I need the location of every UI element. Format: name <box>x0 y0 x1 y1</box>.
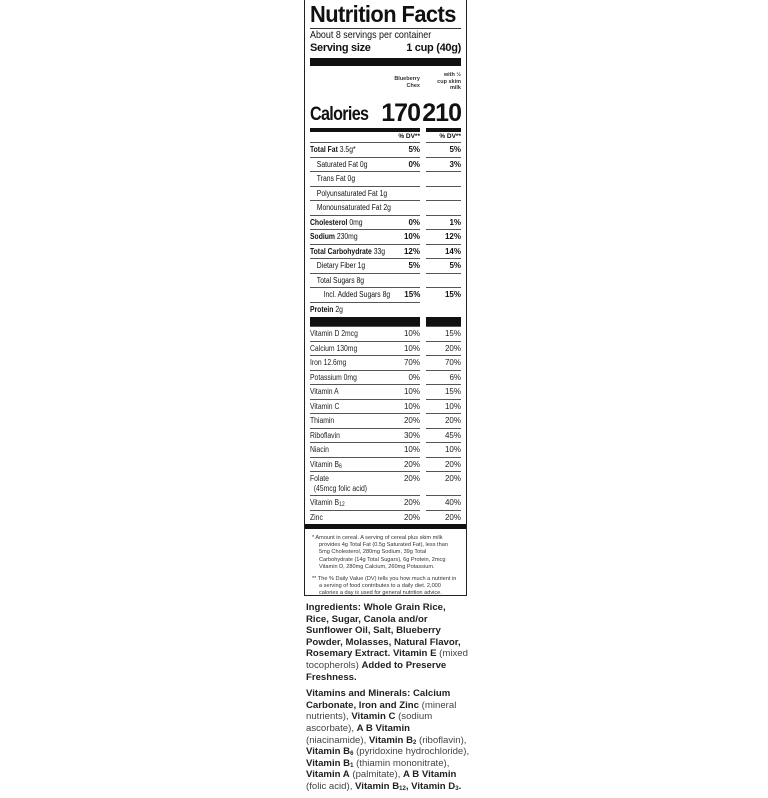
serving-size-label: Serving size <box>310 42 371 54</box>
column-headers <box>310 66 461 100</box>
vitamin-dv-with-milk: 20% <box>444 416 461 425</box>
nutrient-row <box>310 273 461 288</box>
vitamins-minerals-paragraph: Vitamins and Minerals: Calcium Carbonate, Iron and Zinc (mineral nutrients), Vitamin C (sodium ascorbate), A B Vitamin (niacinamide), Vitamin $B_2$ (riboflavin), Vitamin $B_6$ (pyridoxine hydrochloride), Vitamin $B_1$ (thiamin mononitrate), Vitamin A (palmitate), A B Vitamin (folic acid), Vitamin $B_{12}$, Vitamin $D_3$. <box>306 688 470 792</box>
nutrient-dv-with-milk: 15% <box>426 287 461 302</box>
column-header-cereal: Blueberry Chex <box>394 76 420 89</box>
vitamin-dv-with-milk: 15% <box>444 387 461 396</box>
vitamin-row <box>310 457 461 472</box>
footnotes <box>310 529 461 598</box>
vitamin-dv-cereal: 20% <box>403 459 420 469</box>
nutrient-dv-with-milk: 14% <box>426 244 461 259</box>
nutrient-dv-cereal: 0% <box>408 159 420 169</box>
vitamin-dv-cereal: 70% <box>403 358 420 367</box>
column-header-with-milk: with ½ cup skim milk <box>437 72 461 91</box>
nutrient-name: Protein 2g <box>310 304 343 314</box>
divider <box>310 28 461 29</box>
nutrient-row <box>310 258 461 273</box>
vitamin-name: Zinc <box>310 512 323 522</box>
vitamin-row <box>310 370 461 385</box>
servings-per-container: About 8 servings per container <box>310 30 432 41</box>
vitamin-rows <box>310 326 461 524</box>
vitamin-dv-with-milk: 40% <box>444 498 461 507</box>
nutrient-row <box>310 302 461 317</box>
vitamin-name: Thiamin <box>310 416 335 425</box>
nutrient-dv-cereal: 10% <box>403 232 420 241</box>
nutrient-dv-cereal: 12% <box>403 246 420 256</box>
nutrient-name: Monounsaturated Fat 2g <box>316 203 391 212</box>
nutrient-name: Incl. Added Sugars 8g <box>323 290 391 299</box>
nutrition-facts-label <box>304 0 467 596</box>
nutrient-rows <box>310 142 461 316</box>
nutrient-row <box>310 171 461 186</box>
nutrient-name: Total Sugars 8g <box>316 275 365 285</box>
vitamin-name: Vitamin D 2mcg <box>310 329 358 338</box>
vitamin-name: Vitamin A <box>310 387 339 396</box>
ingredients-section <box>306 602 471 798</box>
ingredients-paragraph: Ingredients: Whole Grain Rice, Rice, Sugar, Canola and/or Sunflower Oil, Salt, Blueberry Powder, Molasses, Natural Flavor, Rosemary Extract. Vitamin E (mixed tocopherols) Added to Preserve Freshness. <box>306 602 468 683</box>
vitamin-dv-cereal: 0% <box>408 372 420 382</box>
vitamin-row <box>310 428 461 443</box>
vitamin-dv-with-milk: 20% <box>444 474 461 483</box>
nutrient-dv-with-milk: 3% <box>426 157 461 172</box>
vitamin-name: Folate (45mcg folic acid) <box>310 474 368 493</box>
vitamin-dv-with-milk: 45% <box>444 430 461 440</box>
vitamin-row <box>310 471 461 495</box>
label-title: Nutrition Facts <box>310 1 456 27</box>
calories-label: Calories <box>310 104 369 125</box>
vitamin-dv-cereal: 30% <box>403 430 420 440</box>
vitamin-row <box>310 442 461 457</box>
vitamin-name: Vitamin $B_6$ <box>310 459 342 470</box>
nutrient-name: Total Carbohydrate 33g <box>310 246 386 256</box>
serving-size-value: 1 cup (40g) <box>406 42 461 54</box>
vitamin-row <box>310 384 461 399</box>
nutrient-row <box>310 215 461 230</box>
nutrient-row <box>310 229 461 244</box>
vitamin-name: Vitamin $B_{12}$ <box>310 498 345 508</box>
vitamin-row <box>310 495 461 510</box>
nutrient-name: Dietary Fiber 1g <box>316 261 366 270</box>
vitamin-dv-cereal: 10% <box>403 329 420 338</box>
nutrient-name: Saturated Fat 0g <box>316 159 368 169</box>
nutrient-dv-cereal: 15% <box>404 290 421 299</box>
nutrient-dv-cereal: 5% <box>408 145 420 154</box>
vitamin-row <box>310 355 461 370</box>
nutrient-dv-with-milk <box>426 273 461 288</box>
vitamin-name: Iron 12.6mg <box>310 358 347 367</box>
dv-header <box>310 132 461 142</box>
dv-header-with-milk: % DV** <box>439 133 461 140</box>
vitamin-dv-cereal: 20% <box>403 498 420 507</box>
vitamin-divider <box>310 317 461 326</box>
vitamin-dv-with-milk: 70% <box>444 358 461 367</box>
vitamin-dv-with-milk: 20% <box>444 512 461 522</box>
vitamin-dv-with-milk: 10% <box>444 401 461 411</box>
vitamin-dv-cereal: 20% <box>403 474 420 483</box>
dv-header-cereal: % DV** <box>398 133 420 140</box>
vitamin-row <box>310 341 461 356</box>
nutrient-dv-with-milk <box>426 302 461 317</box>
vitamin-name: Potassium 0mg <box>310 372 357 382</box>
nutrient-columns <box>310 66 461 524</box>
vitamin-dv-with-milk: 15% <box>444 329 461 338</box>
calories-row <box>310 100 461 126</box>
thick-divider <box>310 58 461 66</box>
nutrient-row <box>310 200 461 215</box>
vitamin-dv-cereal: 10% <box>403 387 420 396</box>
vitamin-dv-with-milk: 6% <box>449 372 461 382</box>
vitamin-dv-cereal: 10% <box>403 445 420 454</box>
nutrient-name: Trans Fat 0g <box>316 174 356 183</box>
vitamin-name: Niacin <box>310 445 329 454</box>
nutrient-row <box>310 142 461 157</box>
vitamin-row <box>310 399 461 414</box>
vitamin-dv-with-milk: 10% <box>444 445 461 454</box>
nutrient-row <box>310 186 461 201</box>
vitamin-dv-cereal: 20% <box>403 416 420 425</box>
vitamin-name: Calcium 130mg <box>310 343 358 353</box>
nutrient-name: Sodium 230mg <box>310 232 358 241</box>
calories-cereal: 170 <box>381 99 420 127</box>
nutrient-dv-with-milk: 5% <box>426 258 461 273</box>
vitamin-dv-with-milk: 20% <box>444 459 461 469</box>
nutrient-name: Polyunsaturated Fat 1g <box>316 188 388 198</box>
vitamin-dv-cereal: 20% <box>403 512 420 522</box>
nutrient-dv-with-milk <box>426 171 461 186</box>
nutrient-dv-with-milk: 12% <box>426 229 461 244</box>
nutrient-dv-cereal: 5% <box>408 261 420 270</box>
nutrient-row <box>310 287 461 302</box>
vitamin-row <box>310 413 461 428</box>
footnote-daily-value: ** The % Daily Value (DV) tells you how much a nutrient in a serving of food contributes to a daily diet. 2,000 calories a day is used for general nutrition advice. <box>312 576 457 597</box>
vitamin-row <box>310 510 461 525</box>
vitamin-dv-cereal: 10% <box>403 343 420 353</box>
vitamin-row <box>310 326 461 341</box>
calories-with-milk: 210 <box>422 99 461 127</box>
footnote-amount: * Amount in cereal. A serving of cereal plus skim milk provides 4g Total Fat (0.5g Saturated Fat), less than 5mg Cholesterol, 280mg Sodium, 39g Total Carbohydrate (14g Total Sugars), 6g Protein, 2mcg Vitamin D, 280mg Calcium, 260mg Potassium. <box>312 535 448 570</box>
vitamin-name: Vitamin C <box>310 401 340 411</box>
nutrient-dv-with-milk <box>426 186 461 201</box>
nutrient-dv-with-milk <box>426 200 461 215</box>
nutrient-row <box>310 244 461 259</box>
vitamin-name: Riboflavin <box>310 430 340 440</box>
serving-size-row <box>310 42 461 55</box>
vitamin-dv-with-milk: 20% <box>444 343 461 353</box>
nutrient-name: Cholesterol 0mg <box>310 217 363 227</box>
nutrient-dv-with-milk: 1% <box>426 215 461 230</box>
nutrient-row <box>310 157 461 172</box>
nutrient-dv-cereal: 0% <box>408 217 420 227</box>
vitamin-dv-cereal: 10% <box>403 401 420 411</box>
nutrient-dv-with-milk: 5% <box>426 142 461 157</box>
nutrient-name: Total Fat 3.5g* <box>310 145 356 154</box>
